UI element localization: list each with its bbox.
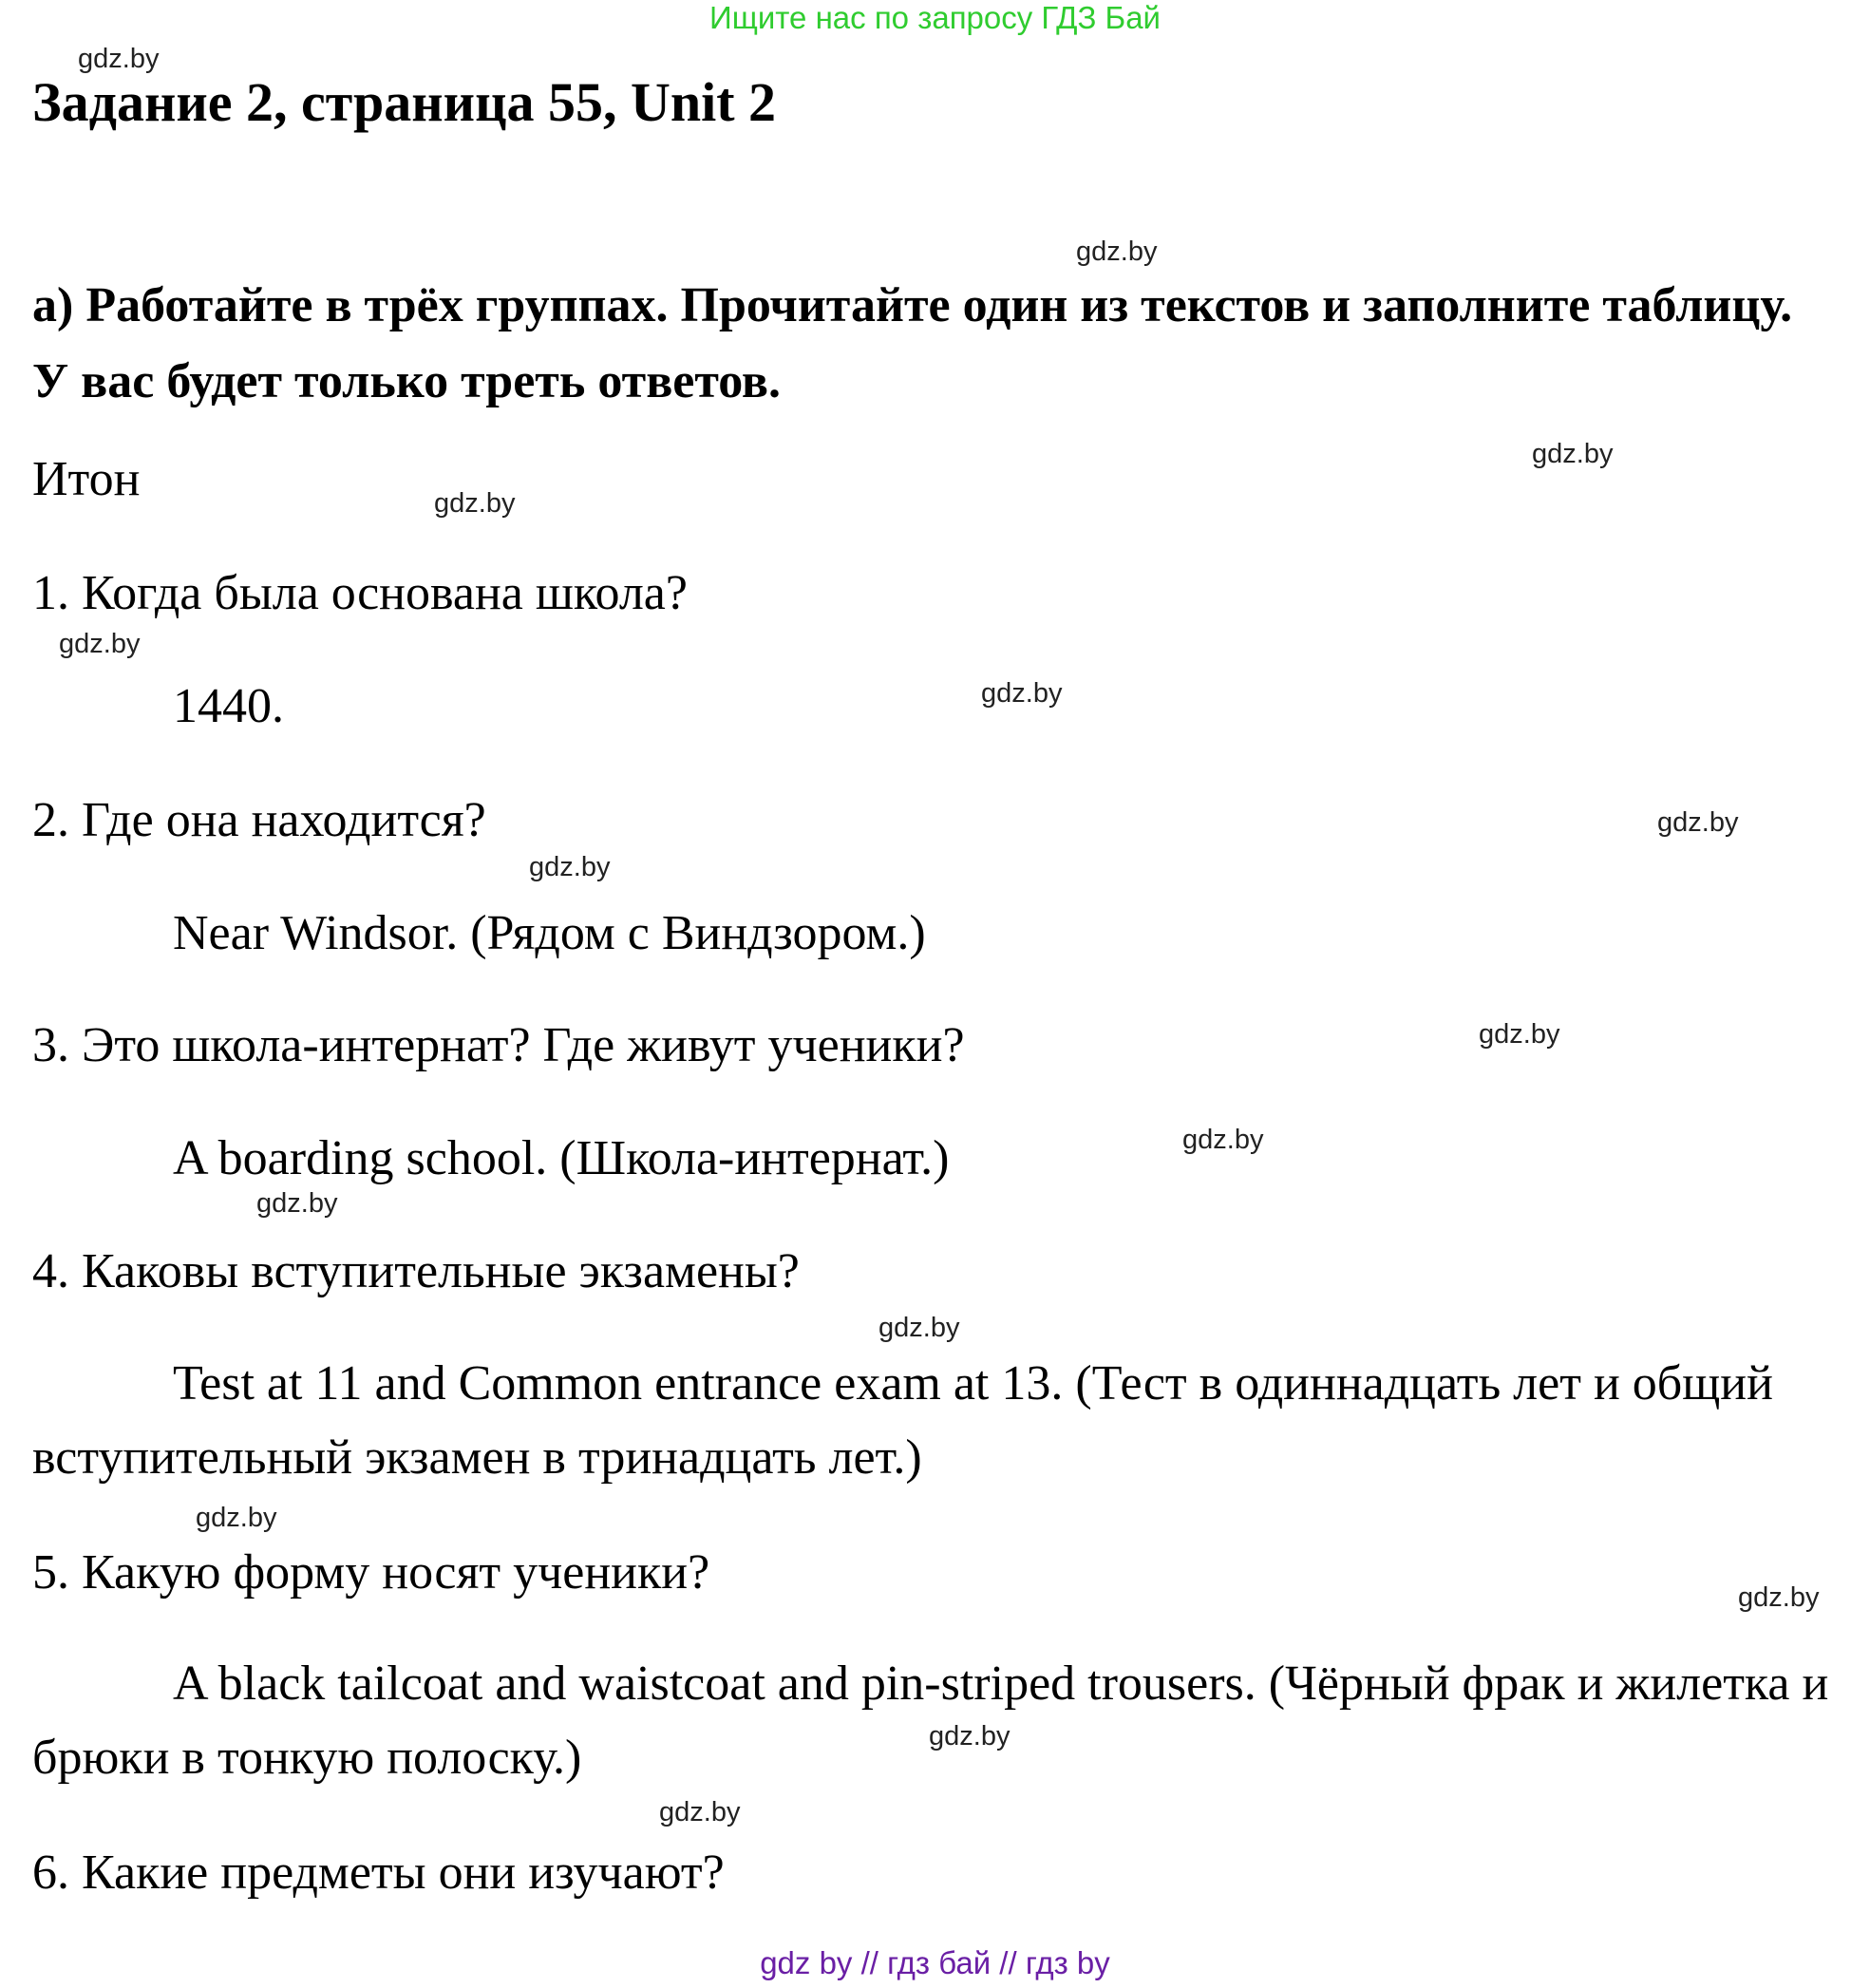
school-name: Итон	[32, 452, 141, 506]
watermark: gdz.by	[659, 1797, 741, 1827]
watermark: gdz.by	[1738, 1582, 1820, 1613]
watermark: gdz.by	[1182, 1125, 1264, 1155]
answer-1: 1440.	[173, 679, 284, 733]
question-1: 1. Когда была основана школа?	[32, 566, 688, 620]
watermark: gdz.by	[878, 1313, 960, 1343]
question-6: 6. Какие предметы они изучают?	[32, 1846, 725, 1900]
answer-3: A boarding school. (Школа-интернат.)	[173, 1131, 950, 1185]
watermark: gdz.by	[1479, 1019, 1560, 1050]
watermark: gdz.by	[1657, 807, 1739, 838]
watermark: gdz.by	[78, 44, 160, 74]
question-3: 3. Это школа-интернат? Где живут ученики?	[32, 1018, 965, 1072]
watermark: gdz.by	[929, 1721, 1011, 1751]
answer-5: A black tailcoat and waistcoat and pin-striped trousers. (Чёрный фрак и жилетка и брюки в тонкую полоску.)	[32, 1657, 1829, 1785]
question-5: 5. Какую форму носят ученики?	[32, 1545, 710, 1600]
watermark: gdz.by	[196, 1503, 277, 1533]
watermark: gdz.by	[1532, 439, 1614, 469]
watermark: gdz.by	[981, 678, 1063, 709]
watermark: gdz.by	[434, 488, 516, 519]
watermark: gdz.by	[59, 629, 141, 659]
watermark: gdz.by	[1076, 237, 1158, 267]
watermark: gdz.by	[529, 852, 611, 882]
watermark: gdz.by	[256, 1188, 338, 1219]
answer-4: Test at 11 and Common entrance exam at 13. (Тест в одиннадцать лет и общий вступительный экзамен в тринадцать лет.)	[32, 1356, 1773, 1485]
question-2: 2. Где она находится?	[32, 793, 486, 847]
search-banner: Ищите нас по запросу ГДЗ Бай	[709, 0, 1161, 35]
page-title: Задание 2, страница 55, Unit 2	[32, 71, 777, 133]
question-4: 4. Каковы вступительные экзамены?	[32, 1244, 800, 1298]
answer-2: Near Windsor. (Рядом с Виндзором.)	[173, 906, 926, 960]
footer-watermark: gdz by // гдз бай // гдз by	[760, 1945, 1110, 1980]
task-instruction: а) Работайте в трёх группах. Прочитайте один из текстов и заполните таблицу. У вас будет только треть ответов.	[32, 278, 1793, 408]
